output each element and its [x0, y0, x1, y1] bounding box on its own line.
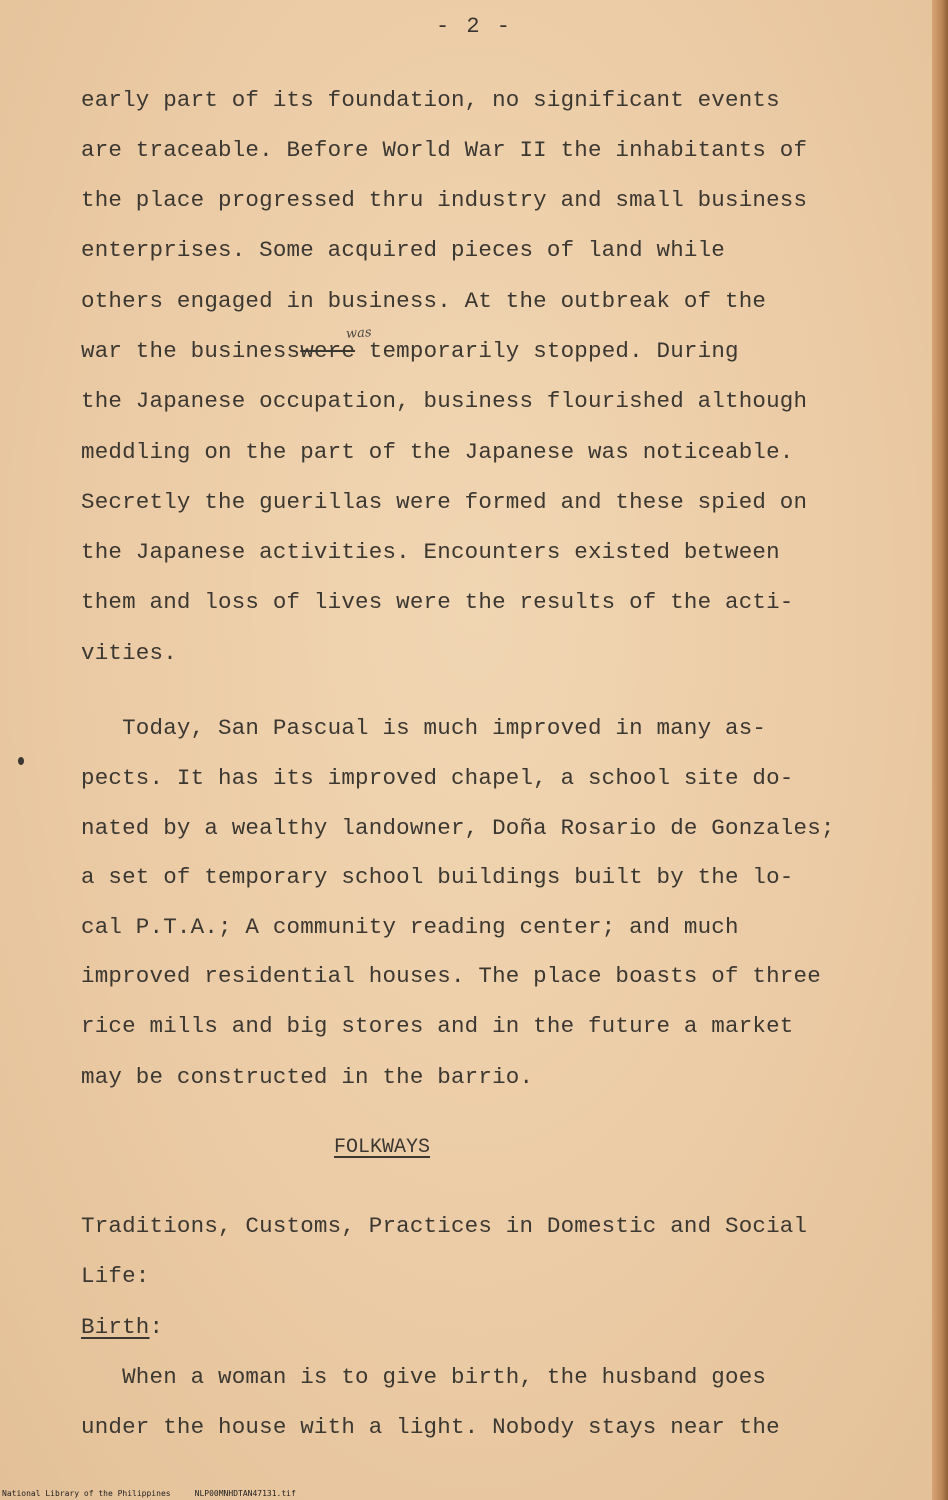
birth-colon: :	[149, 1314, 164, 1340]
text-line: meddling on the part of the Japanese was noticeable.	[81, 439, 794, 465]
margin-mark	[18, 757, 24, 765]
subheading-line	[81, 1316, 163, 1339]
text-line: pects. It has its improved chapel, a school site do-	[81, 765, 794, 791]
birth-heading: Birth	[81, 1314, 150, 1340]
text-line: nated by a wealthy landowner, Doña Rosario de Gonzales;	[81, 815, 835, 841]
text-line: the Japanese activities. Encounters existed between	[81, 539, 780, 565]
text-line: others engaged in business. At the outbreak of the	[81, 288, 767, 314]
text-line: Life:	[81, 1263, 150, 1289]
page-number: - 2 -	[435, 14, 512, 39]
struck-word: were	[300, 338, 356, 364]
section-heading: FOLKWAYS	[334, 1136, 431, 1159]
text-line: early part of its foundation, no significant events	[81, 87, 780, 113]
text-segment: war the business	[81, 338, 301, 364]
text-line: the Japanese occupation, business flourished although	[81, 388, 808, 414]
text-line: them and loss of lives were the results of the acti-	[81, 589, 794, 615]
text-line: Traditions, Customs, Practices in Domestic and Social	[81, 1213, 808, 1239]
text-line: When a woman is to give birth, the husband goes	[81, 1364, 767, 1390]
text-line: are traceable. Before World War II the inhabitants of	[81, 137, 808, 163]
text-line: rice mills and big stores and in the future a market	[81, 1013, 794, 1039]
text-line: Secretly the guerillas were formed and these spied on	[81, 489, 808, 515]
text-line: enterprises. Some acquired pieces of land while	[81, 237, 726, 263]
text-line: the place progressed thru industry and small business	[81, 187, 808, 213]
handwritten-insertion: was	[345, 325, 373, 342]
text-line: a set of temporary school buildings built by the lo-	[81, 864, 794, 890]
archive-footer: National Library of the Philippines NLP00MNHDTAN47131.tif	[2, 1489, 296, 1498]
page-edge	[932, 0, 948, 1500]
text-line: may be constructed in the barrio.	[81, 1064, 534, 1090]
text-line: improved residential houses. The place boasts of three	[81, 963, 821, 989]
text-line: vities.	[81, 640, 177, 666]
text-segment: temporarily stopped. During	[355, 338, 739, 364]
text-line-correction	[81, 340, 739, 363]
text-line: under the house with a light. Nobody stays near the	[81, 1414, 780, 1440]
text-line: Today, San Pascual is much improved in many as-	[81, 715, 767, 741]
text-line: cal P.T.A.; A community reading center; and much	[81, 914, 739, 940]
